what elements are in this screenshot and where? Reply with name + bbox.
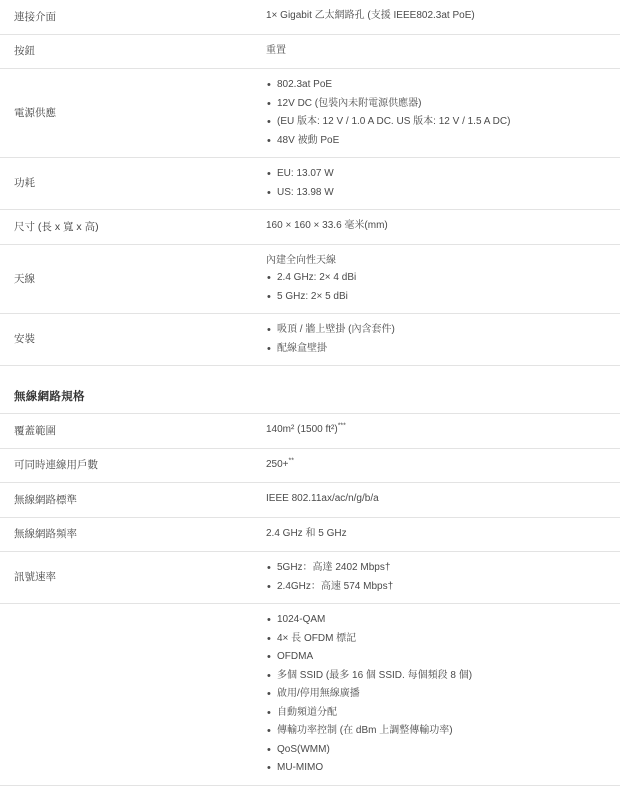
note-text: (EU 版本: 12 V / 1.0 A DC. US 版本: 12 V / 1.5 A DC) [277, 116, 511, 127]
footnote-marker: *** [337, 422, 346, 430]
row-value [254, 34, 620, 69]
row-value [254, 517, 620, 552]
value-bullet-list [266, 270, 612, 305]
table-row [0, 69, 620, 158]
list-item: • 12V DC (包裝內未附電源供應器) [266, 96, 612, 113]
row-label: 無線網路標準 [0, 483, 254, 518]
table-row [0, 0, 620, 34]
row-label: 尺寸 (長 x 寬 x 高) [0, 210, 254, 245]
list-item: • 802.3at PoE [266, 77, 612, 94]
table-row [0, 314, 620, 366]
value-bullet-list [266, 560, 612, 595]
row-value [254, 158, 620, 210]
list-item: • 吸頂 / 牆上壁掛 (內含套件) [266, 322, 612, 339]
spec-table-hardware [0, 0, 620, 366]
spec-table-wireless [0, 413, 620, 786]
list-item: • 5GHz：高達 2402 Mbps† [266, 560, 612, 577]
table-row [0, 158, 620, 210]
value-line: 重置 [266, 44, 286, 56]
row-value [254, 210, 620, 245]
footnote-marker: ** [288, 457, 294, 465]
list-item: • EU: 13.07 W [266, 166, 612, 183]
table-row [0, 210, 620, 245]
row-label: 可同時連線用戶數 [0, 448, 254, 483]
row-value [254, 604, 620, 786]
row-label: 無線網路頻率 [0, 517, 254, 552]
row-value [254, 69, 620, 158]
row-value [254, 483, 620, 518]
row-value [254, 448, 620, 483]
list-item: • MU-MIMO [266, 760, 612, 777]
row-value [254, 0, 620, 34]
value-base: 250+ [266, 458, 289, 470]
list-item: • 多個 SSID (最多 16 個 SSID. 每個頻段 8 個) [266, 668, 612, 685]
list-item: • US: 13.98 W [266, 185, 612, 202]
value-bullet-list [266, 166, 612, 201]
table-row [0, 552, 620, 604]
table-row [0, 448, 620, 483]
row-label: 覆蓋範圍 [0, 414, 254, 449]
list-item: • 2.4 GHz: 2× 4 dBi [266, 270, 612, 287]
row-label: 電源供應 [0, 69, 254, 158]
list-item: • 5 GHz: 2× 5 dBi [266, 289, 612, 306]
table-row [0, 604, 620, 786]
list-item: • OFDMA [266, 649, 612, 666]
value-bullet-list [266, 322, 612, 357]
row-label: 功耗 [0, 158, 254, 210]
table-row [0, 244, 620, 314]
value-base: 140m² (1500 ft²) [266, 424, 338, 435]
row-label: 連接介面 [0, 0, 254, 34]
value-line: IEEE 802.11ax/ac/n/g/b/a [266, 493, 379, 504]
table-row [0, 34, 620, 69]
row-label [0, 604, 254, 786]
value-line: 2.4 GHz 和 5 GHz [266, 527, 347, 539]
row-label: 安裝 [0, 314, 254, 366]
value-line [266, 457, 612, 473]
value-line [266, 422, 612, 438]
row-label: 按鈕 [0, 34, 254, 69]
list-item: • 1024-QAM [266, 612, 612, 629]
row-label: 訊號速率 [0, 552, 254, 604]
list-item: • 配線盒壁掛 [266, 341, 612, 358]
list-item: • 2.4GHz：高速 574 Mbps† [266, 579, 612, 596]
value-line: 內建全向性天線 [266, 254, 336, 266]
list-item: • QoS(WMM) [266, 742, 612, 759]
list-item: • 4× 長 OFDM 標記 [266, 631, 612, 648]
table-row [0, 414, 620, 449]
value-line: 160 × 160 × 33.6 毫米(mm) [266, 220, 388, 231]
row-value [254, 552, 620, 604]
row-label: 天線 [0, 244, 254, 314]
list-item: • 傳輸功率控制 (在 dBm 上調整傳輸功率) [266, 723, 612, 740]
row-value [254, 414, 620, 449]
value-line: 1× Gigabit 乙太網路孔 (支援 IEEE802.3at PoE) [266, 10, 475, 21]
row-value [254, 314, 620, 366]
list-item: • 48V 被動 PoE [266, 133, 612, 150]
table-row [0, 517, 620, 552]
table-row [0, 483, 620, 518]
list-item: • 啟用/停用無線廣播 [266, 686, 612, 703]
row-value [254, 244, 620, 314]
list-item: • 自動頻道分配 [266, 705, 612, 722]
section-title-wireless: 無線網路規格 [14, 391, 85, 403]
value-bullet-list [266, 612, 612, 777]
list-item-note [266, 114, 612, 131]
value-bullet-list [266, 77, 612, 149]
